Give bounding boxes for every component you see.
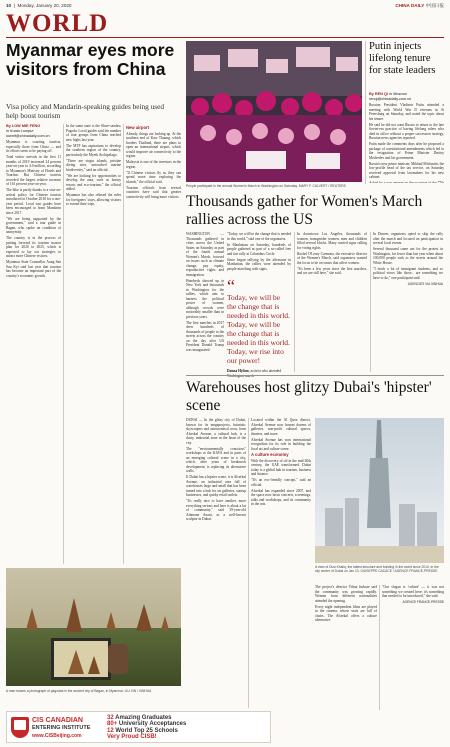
dubai-headline: Warehouses host glitzy Dubai's 'hipster' scene <box>186 379 432 414</box>
section-rule <box>6 37 444 38</box>
paragraph: "It's really nice to have another, more everything serious and here is about a lot of community," said 39-year-old Athmane Anani, as a well-known sculptor in Dubai. <box>186 499 246 522</box>
paragraph: Since began rallying by the afternoon in Manhattan, the rallies were attended by people marching with signs. <box>227 257 291 271</box>
maple-shield-icon <box>11 717 29 738</box>
page-number: 10 <box>6 3 12 8</box>
paragraph: Alserkal Avenue has won international recognition for its role in building the local art and culture scene. <box>251 437 311 451</box>
column-divider <box>294 232 295 372</box>
byline-place: in Moscow <box>389 92 407 96</box>
paper-name-zh: 中国日报 <box>425 3 444 8</box>
dubai-col3 <box>315 585 377 710</box>
paragraph: Rachel O'Leary Carmona, the executive director of the Women's March, said organizers wanted the focus to be on issues that affect women. <box>297 251 367 265</box>
paragraph: If Dubai has a hipster scene, it is Alserkal Avenue, an industrial area full of warehouses large and small that has been turned into a hub for art galleries, startup businesses, and quirky retail outlets. <box>186 475 246 498</box>
myanmar-photo-caption: A man tosses a photograph of pagodas in the ancient city of Bagan, in Myanmar. LIU XIN / XINHUA <box>6 689 152 693</box>
dubai-col4 <box>382 585 444 710</box>
bagan-pagodas-image <box>6 568 181 686</box>
myanmar-headline: Myanmar eyes more visitors from China <box>6 40 175 79</box>
column-divider <box>123 124 124 564</box>
paper-name: CHINA DAILY <box>395 3 425 8</box>
paragraph: Russian President Vladimir Putin attended a meeting with World War II veterans in St Petersburg on Saturday, and noted the topic about his tenure. <box>369 103 444 121</box>
putin-headline: Putin injects lifelong tenure for state leaders <box>369 41 436 76</box>
paragraph: "We are looking for opportunities to develop the area, such as luxury resorts and eco-tourism," the official added. <box>66 173 121 192</box>
quote-mark-icon: “ <box>227 276 235 296</box>
advertisement[interactable] <box>6 711 271 743</box>
dubai-col2 <box>251 418 311 708</box>
ad-stat: 32 Amazing Graduates <box>107 715 172 721</box>
womens-march-headline: Thousands gather for Women's March rallies across the US <box>186 193 423 228</box>
womens-march-col3 <box>297 232 367 372</box>
paragraph: The hike is partly thanks to a visa-on-arrival policy for Chinese tourists introduced in October 2018 for a one-year period. Local tour guides have been encouraged to learn Mandarin since 2017. <box>6 188 61 215</box>
section-rule <box>186 375 444 376</box>
page-date: Monday, January 20, 2020 <box>17 3 72 8</box>
paragraph: In Manhattan on Saturday, hundreds of people gathered as part of a so-called free and fair rally at Columbus Circle. <box>227 242 291 256</box>
paragraph <box>369 181 444 183</box>
byline-email: renqi@chinadaily.com.cn <box>369 96 412 101</box>
cis-logo <box>11 716 91 740</box>
paragraph: Alserkal has expanded since 2007, and the space now hosts concerts, screenings, talks and workshops, and its community in the arts. <box>251 488 311 507</box>
column-divider <box>370 232 371 372</box>
myanmar-photo <box>6 568 181 686</box>
pull-quote <box>227 276 291 373</box>
ad-stats <box>107 715 267 741</box>
quote-role: activist who attended <box>250 369 282 373</box>
womens-march-col2b <box>227 232 291 277</box>
byline-place: in Kuala Lumpur <box>6 128 34 133</box>
pull-quote-attribution: Donna Hylton, activist who attended <box>227 369 291 378</box>
paragraph: Every night independent films are played in the cinema, whose seats are full of chairs. The Alserkal offers a culture alternative. <box>315 604 377 623</box>
sub-heading: A culture economy <box>251 452 289 458</box>
myanmar-deck: Visa policy and Mandarin-speaking guides being used help boost tourism <box>6 102 165 120</box>
paragraph: The project's director Vilma Jurkute said the community was growing rapidly. Women from different nationalities attended the opening. <box>315 585 377 603</box>
paragraph: Hundreds showed up in New York and thousands in Washington for the rallies, which aim to harness the political power of women, although crowds were noticeably smaller than in previous years. <box>186 278 224 319</box>
column-divider <box>379 585 380 710</box>
paragraph: The country is in the process of putting forward its tourism master plan for 2020 to 2025, which is expected to lay out strategies to attract more Chinese visitors. <box>6 236 61 259</box>
paragraph: He said he did not want Russia to return to the late Soviet-era practice of having lifelong rulers who died in office without a proper succession strategy, Russian news agencies reported. <box>369 122 444 141</box>
myanmar-body-col3 <box>126 124 181 564</box>
ad-url[interactable]: www.CISBeijing.com <box>32 733 82 739</box>
paragraph: Russia's new prime minister, Mikhail Mishustin, the low-profile head of the tax service, on Saturday received approval from lawmakers for his new cabinet. <box>369 161 444 180</box>
march-crowd-image <box>186 41 362 182</box>
womens-march-caption: People participate in the annual Women's March in Washington on Saturday. MARY F. CALVERT / REUTERS <box>186 184 346 188</box>
paragraph: In Denver, organizers opted to skip the rally after the march and focused on participation in several local events. <box>373 232 443 245</box>
paragraph: "I teach a lot of immigrant students, and so political views like those... are something we have to do," one participant said. <box>373 266 443 280</box>
womens-march-col4 <box>373 232 443 372</box>
paragraph: The MTF has aspirations to develop the southern region of the country, particularly the Myeik Archipelago. <box>66 143 121 157</box>
paragraph: The first marches in 2017 drew hundreds of thousands of people to the streets across the country on the day after US President Donald Trump was inaugurated. <box>186 320 224 352</box>
column-divider <box>63 124 64 564</box>
paragraph: Tourism officials from several countries have said that greater connectivity will bring more visitors. <box>126 185 181 199</box>
paragraph: Located within the Al Quoz district, Alserkal Avenue now houses dozens of galleries, non-profit cultural spaces, theaters, and more. <box>251 418 311 436</box>
paragraph: "Today, we will be the change that is needed in this world," said one of the organizers. <box>227 232 291 241</box>
section-label: WORLD <box>6 10 109 37</box>
paragraph: "If Chinese visitors fly in, they can spend more time exploring the islands," the official said. <box>126 170 181 184</box>
masthead-small <box>395 3 444 9</box>
paragraph: Myanmar is courting tourists, especially those from China — and its efforts seem to be paying off. <box>6 140 61 153</box>
paragraph: Putin made the comments days after he proposed a package of constitutional amendments which led to the resignation of Prime Minister Dmitry Medvedev and his government. <box>369 142 444 160</box>
byline-name: By REN QI <box>369 92 388 96</box>
paragraph: WASHINGTON — Thousands gathered in cities across the United States on Saturday as part of the fourth annual Women's March, focused on issues such as climate change, pay equity, reproductive rights and immigration. <box>186 232 224 277</box>
byline-name: By LOW MIE FENG <box>6 124 41 128</box>
column-divider <box>248 418 249 708</box>
column-divider <box>365 41 366 184</box>
paragraph: The "environmentally conscious" workshops at the KAVA and in parts of an emerging cultural scene in a city, which, after years of breakneck development, is replacing its alternative walls. <box>186 446 246 474</box>
paragraph: "It's an eco-friendly concept," said an official. <box>251 478 311 487</box>
ad-brand-line2: ENTERING INSTITUTE <box>32 725 91 731</box>
ad-stat: 80+ University Acceptances <box>107 721 187 728</box>
paragraph: In downtown Los Angeles, thousands of women, transgender women, men and children filled several blocks. Many carried signs calling for voting rights. <box>297 232 367 250</box>
paragraph: "Our slogan is 'culture' — it was not something we created here; it's something that needed to be introduced," she said. <box>382 585 444 598</box>
paragraph: "It's been a few years since the first marches, and we are still here," she said. <box>297 266 367 276</box>
paragraph: Several thousand came out for the protest in Washington, far fewer than last year when about 100,000 people took to the streets around the White House. <box>373 247 443 265</box>
womens-march-col1 <box>186 232 224 372</box>
myanmar-body-col2 <box>66 124 121 564</box>
byline-email: lowmf@chinadaily.com.cn <box>6 133 50 138</box>
dubai-col1 <box>186 418 246 712</box>
burj-khalifa-image <box>315 418 444 563</box>
quote-name: Donna Hylton <box>227 369 249 373</box>
sub-heading: New airport <box>126 125 150 130</box>
womens-march-photo <box>186 41 362 182</box>
putin-byline <box>369 92 444 102</box>
pull-quote-text: Today, we will be the change that is needed in this world. Today, we will be the change that is needed in this world. Today, we rise into our power! <box>227 293 290 365</box>
paragraph: Already, things are looking up. At the southern end of Kaw Thaung, which borders Thailand, there are plans to open an international airport, which would improve air connectivity to the region. <box>126 131 181 158</box>
ad-brand-line1: CIS CANADIAN <box>32 717 83 724</box>
credit: AGENCE FRANCE-PRESSE <box>402 600 444 605</box>
dubai-photo <box>315 418 444 563</box>
paragraph: With the discovery of oil in the mid-20th century, the UAE transformed. Dubai today is a global hub in tourism, business and finance. <box>251 458 311 477</box>
myanmar-byline <box>6 124 61 138</box>
paragraph: Total visitor arrivals in the first 11 months of 2019 increased 24 percent year-on-year to 4.0 million, according to Myanmar's Ministry of Hotels and Tourism. But Chinese tourists recorded the largest relative increase of 161 percent year-on-year. <box>6 155 61 187</box>
paragraph: "There are virgin islands, pristine diving sites, untouched marine biodiversity," said an official. <box>66 158 121 172</box>
paragraph: DUBAI — In the glitzy city of Dubai, known for its megaprojects, futuristic skyscrapers and astronomical costs, from Alserkal Avenue, a cultural hub, is a dusty, industrial zone in the heart of the city. <box>186 418 246 445</box>
paragraph: "We are being supported by the government," said a tour guide in Bagan, who spoke on condition of anonymity. <box>6 216 61 235</box>
ad-tagline: Very Proud CISB! <box>107 734 157 741</box>
paragraph: Malaysia is one of the investors in the region. <box>126 160 181 169</box>
myanmar-body-col1 <box>6 140 61 566</box>
paragraph: Myanmar State Counsellor Aung San Suu Kyi said last year that tourism has become an important part of the country's economic growth. <box>6 260 61 278</box>
paragraph: Myanmar has also relaxed the rules for foreigners' stays, allowing visitors to extend their trips. <box>66 193 121 207</box>
dubai-photo-caption: A view of Dusi Khaliq, the tallest structure and building in the world since 2010, in the city center of Dubai on Jan 13. GIUSEPPE CACACE / AGENCE FRANCE-PRESSE <box>315 565 439 574</box>
ad-stat: 12 World Top 25 Schools <box>107 727 178 734</box>
putin-body <box>369 103 444 183</box>
credit: AGENCIES VIA XINHUA <box>407 281 443 286</box>
paragraph: In the same state is the Shwe-sandaw Pagoda. Local guides said the number of tour groups from China reached new highs last year. <box>66 124 121 142</box>
page-header: 10 | Monday, January 20, 2020 CHINA DAILY 中国日报 <box>6 3 444 8</box>
